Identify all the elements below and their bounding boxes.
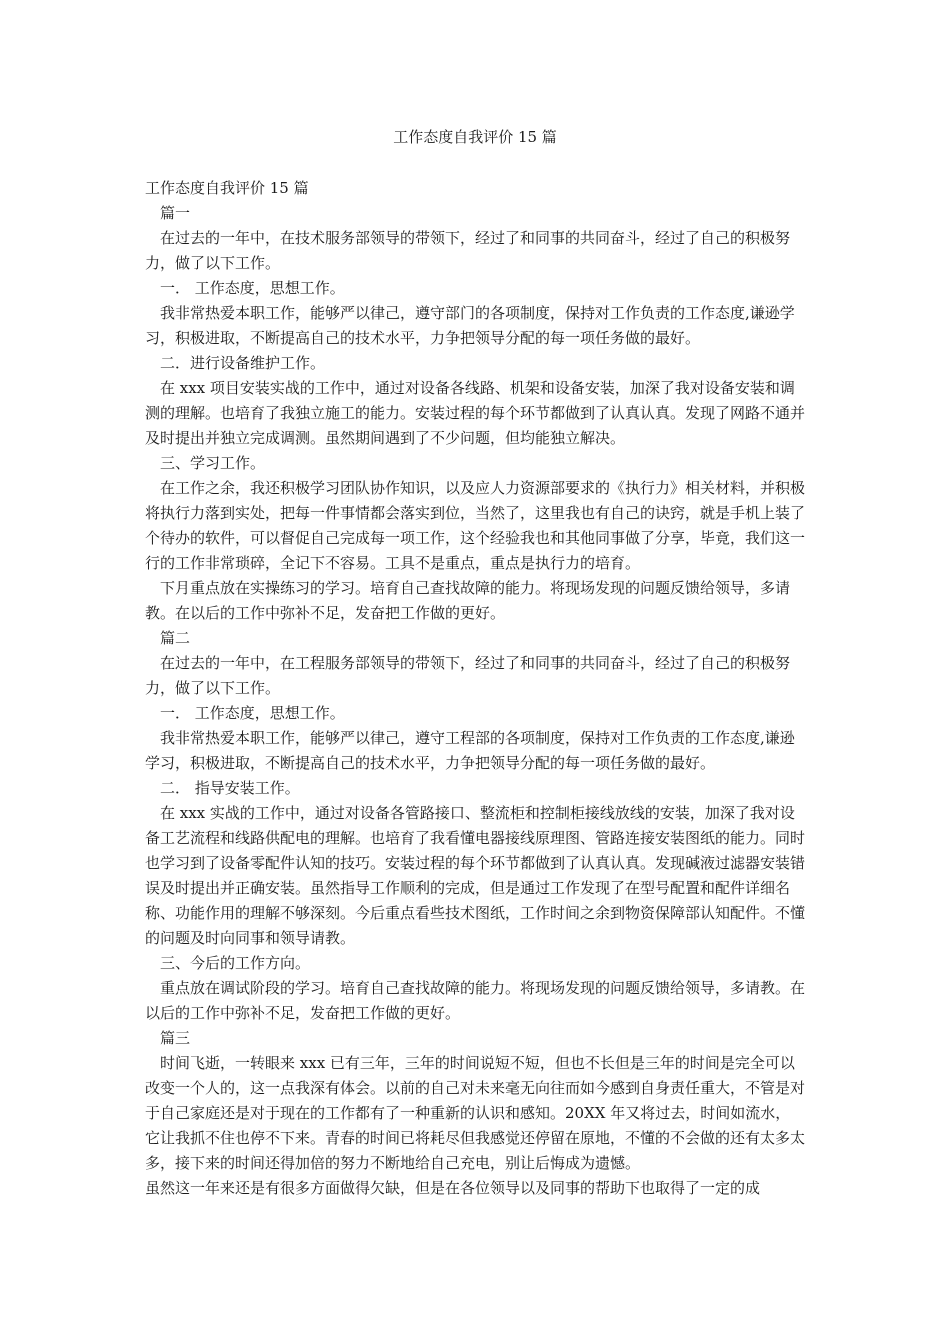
paragraph: 在过去的一年中，在技术服务部领导的带领下，经过了和同事的共同奋斗，经过了自己的积极努力，做了以下工作。 [145, 229, 791, 272]
document-subtitle: 工作态度自我评价 15 篇 [145, 179, 309, 197]
item-heading: 二．进行设备维护工作。 [160, 354, 326, 372]
item-heading: 一． 工作态度，思想工作。 [160, 704, 345, 722]
paragraph: 下月重点放在实操练习的学习。培育自己查找故障的能力。将现场发现的问题反馈给领导，多请教。在以后的工作中弥补不足，发奋把工作做的更好。 [145, 579, 791, 622]
paragraph: 我非常热爱本职工作，能够严以律己，遵守部门的各项制度，保持对工作负责的工作态度,谦逊学习，积极进取，不断提高自己的技术水平，力争把领导分配的每一项任务做的最好。 [145, 304, 795, 347]
section-heading: 篇二 [160, 629, 191, 647]
paragraph: 我非常热爱本职工作，能够严以律己，遵守工程部的各项制度，保持对工作负责的工作态度,谦逊学习，积极进取，不断提高自己的技术水平，力争把领导分配的每一项任务做的最好。 [145, 729, 795, 772]
item-heading: 三、今后的工作方向。 [160, 954, 311, 972]
paragraph: 在 xxx 实战的工作中，通过对设备各管路接口、整流柜和控制柜接线放线的安装，加深了我对设备工艺流程和线路供配电的理解。也培育了我看懂电器接线原理图、管路连接安装图纸的能力。同时也学习到了设备零配件认知的技巧。安装过程的每个环节都做到了认真认真。发现碱液过滤器安装错误及时提出并正确安装。虽然指导工作顺利的完成，但是通过工作发现了在型号配置和配件详细名称、功能作用的理解不够深刻。今后重点看些技术图纸，工作时间之余到物资保障部认知配件。不懂的问题及时向同事和领导请教。 [145, 804, 806, 947]
paragraph: 虽然这一年来还是有很多方面做得欠缺，但是在各位领导以及同事的帮助下也取得了一定的成 [145, 1179, 761, 1197]
paragraph: 在 xxx 项目安装实战的工作中，通过对设备各线路、机架和设备安装，加深了我对设备安装和调测的理解。也培育了我独立施工的能力。安装过程的每个环节都做到了认真认真。发现了网路不通并及时提出并独立完成调测。虽然期间遇到了不少问题，但均能独立解决。 [145, 379, 806, 447]
item-heading: 一． 工作态度，思想工作。 [160, 279, 345, 297]
item-heading: 三、学习工作。 [160, 454, 266, 472]
section-heading: 篇一 [160, 204, 191, 222]
paragraph: 在工作之余，我还积极学习团队协作知识，以及应人力资源部要求的《执行力》相关材料，并积极将执行力落到实处，把每一件事情都会落实到位，当然了，这里我也有自己的诀窍，就是手机上装了个待办的软件，可以督促自己完成每一项工作，这个经验我也和其他同事做了分享，毕竟，我们这一行的工作非常琐碎，全记下不容易。工具不是重点，重点是执行力的培育。 [145, 479, 806, 572]
paragraph: 在过去的一年中，在工程服务部领导的带领下，经过了和同事的共同奋斗，经过了自己的积极努力，做了以下工作。 [145, 654, 791, 697]
paragraph: 时间飞逝，一转眼来 xxx 已有三年，三年的时间说短不短，但也不长但是三年的时间是完全可以改变一个人的，这一点我深有体会。以前的自己对未来毫无向往而如今感到自身责任重大，不管是对于自己家庭还是对于现在的工作都有了一种重新的认识和感知。20XX 年又将过去，时间如流水，它让我抓不住也停不下来。青春的时间已将耗尽但我感觉还停留在原地，不懂的不会做的还有太多太多，接下来的时间还得加倍的努力不断地给自己充电，别让后悔成为遗憾。 [145, 1054, 806, 1172]
section-heading: 篇三 [160, 1029, 191, 1047]
document-title: 工作态度自我评价 15 篇 [393, 128, 557, 146]
document-body [145, 176, 805, 1201]
item-heading: 二． 指导安装工作。 [160, 779, 300, 797]
paragraph: 重点放在调试阶段的学习。培育自己查找故障的能力。将现场发现的问题反馈给领导，多请教。在以后的工作中弥补不足，发奋把工作做的更好。 [145, 979, 806, 1022]
